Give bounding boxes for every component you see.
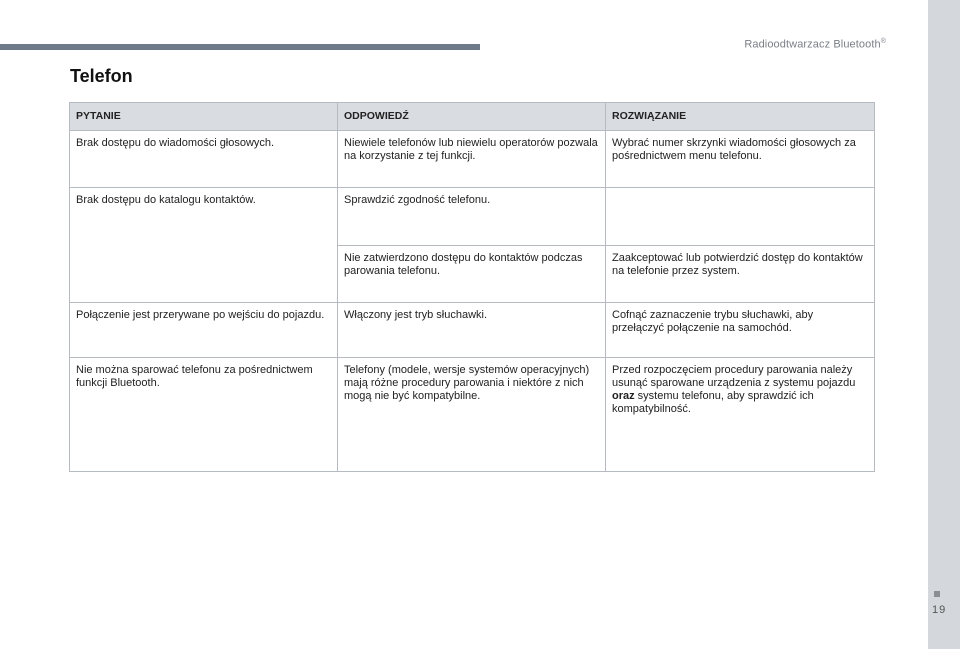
table-header-row xyxy=(70,103,875,131)
table-row xyxy=(70,303,875,358)
page-title: Telefon xyxy=(70,66,133,86)
solution-text: systemu telefonu, aby sprawdzić ich kompatybilność. xyxy=(612,390,814,415)
answer-cell: Włączony jest tryb słuchawki. xyxy=(338,303,606,358)
table-row xyxy=(70,131,875,188)
solution-emphasis: oraz xyxy=(612,390,635,402)
solution-cell: Cofnąć zaznaczenie trybu słuchawki, aby przełączyć połączenie na samochód. xyxy=(606,303,875,358)
side-margin-band xyxy=(928,0,960,649)
answer-cell: Nie zatwierdzono dostępu do kontaktów podczas parowania telefonu. xyxy=(338,246,606,303)
question-cell: Połączenie jest przerywane po wejściu do pojazdu. xyxy=(70,303,338,358)
running-header xyxy=(744,38,886,51)
solution-cell xyxy=(606,358,875,472)
answer-cell: Telefony (modele, wersje systemów operacyjnych) mają różne procedury parowania i niektóre z nich mogą nie być kompatybilne. xyxy=(338,358,606,472)
page-marker-square xyxy=(934,591,940,597)
table-row xyxy=(70,188,875,246)
registered-mark: ® xyxy=(880,38,886,45)
solution-text: Przed rozpoczęciem procedury parowania należy usunąć sparowane urządzenia z systemu pojazdu xyxy=(612,364,856,389)
column-header-answer: ODPOWIEDŹ xyxy=(338,103,606,131)
page-number: 19 xyxy=(932,604,947,616)
question-cell: Brak dostępu do katalogu kontaktów. xyxy=(70,188,338,303)
question-cell: Nie można sparować telefonu za pośrednictwem funkcji Bluetooth. xyxy=(70,358,338,472)
troubleshooting-table xyxy=(69,102,875,472)
running-header-title: Radioodtwarzacz Bluetooth xyxy=(744,38,881,51)
solution-cell-empty xyxy=(606,188,875,246)
answer-cell: Niewiele telefonów lub niewielu operatorów pozwala na korzystanie z tej funkcji. xyxy=(338,131,606,188)
answer-cell: Sprawdzić zgodność telefonu. xyxy=(338,188,606,246)
solution-cell: Zaakceptować lub potwierdzić dostęp do kontaktów na telefonie przez system. xyxy=(606,246,875,303)
header-rule xyxy=(0,44,480,50)
column-header-solution: ROZWIĄZANIE xyxy=(606,103,875,131)
solution-cell: Wybrać numer skrzynki wiadomości głosowych za pośrednictwem menu telefonu. xyxy=(606,131,875,188)
table-row xyxy=(70,358,875,472)
column-header-question: PYTANIE xyxy=(70,103,338,131)
question-cell: Brak dostępu do wiadomości głosowych. xyxy=(70,131,338,188)
